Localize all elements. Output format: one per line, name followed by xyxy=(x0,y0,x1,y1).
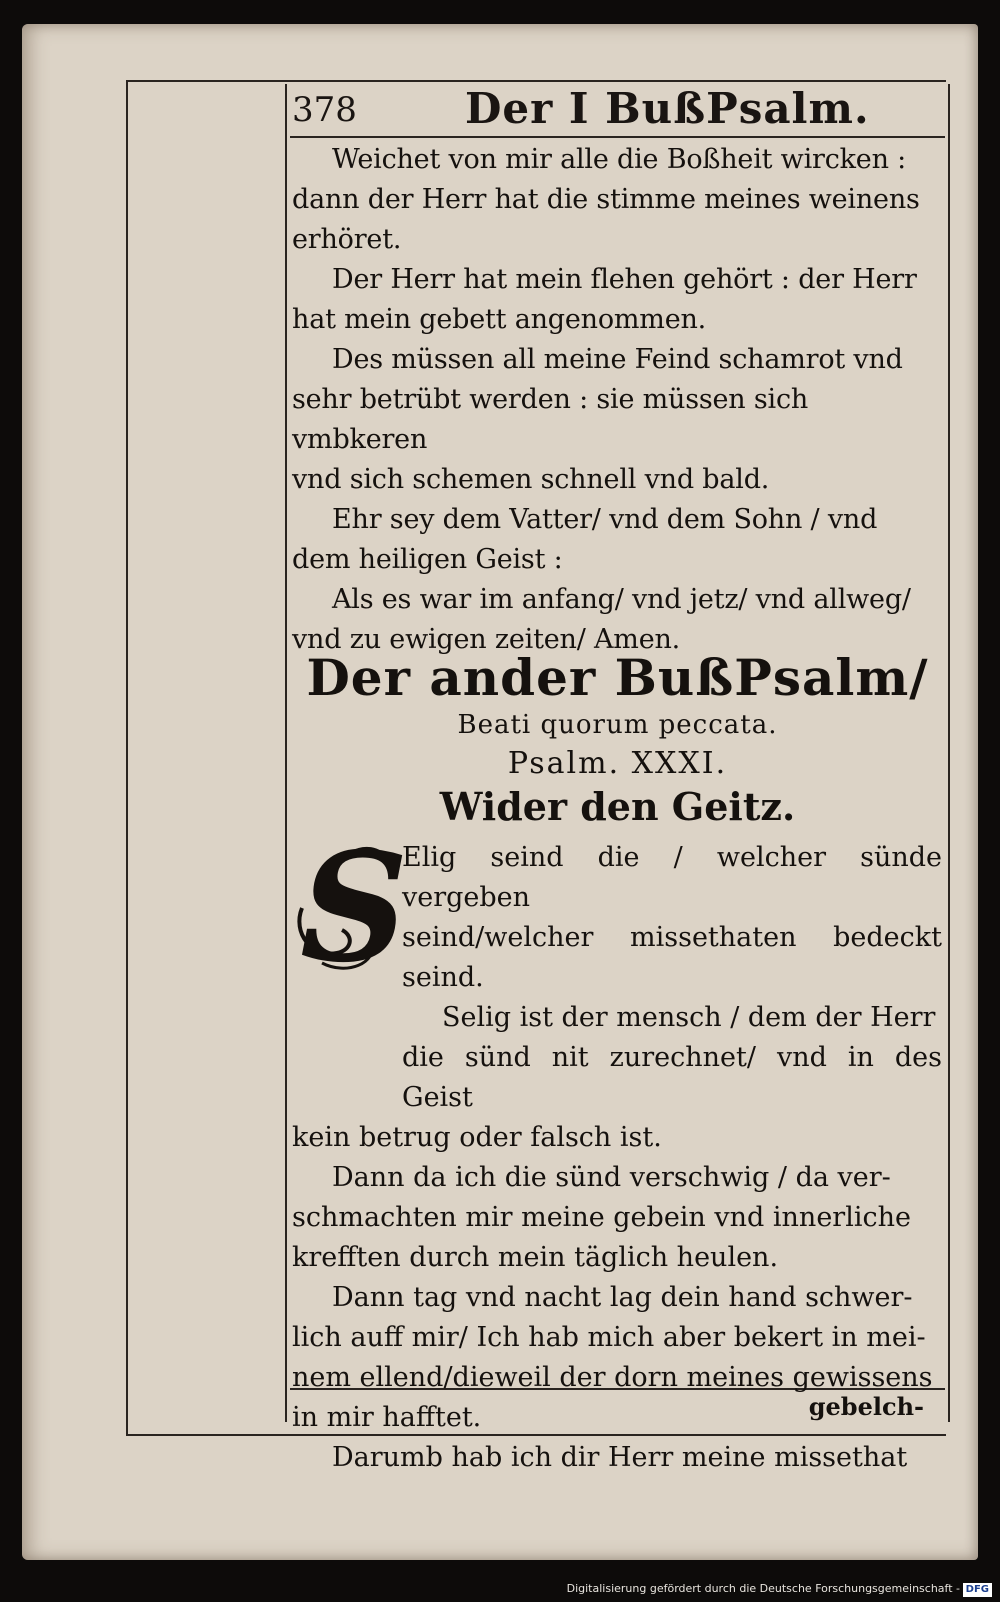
column-rule-left xyxy=(285,84,287,1422)
verse-line: Elig seind die / welcher sünde vergeben xyxy=(402,842,942,913)
verse-line: krefften durch mein täglich heulen. xyxy=(292,1242,779,1273)
frame-rule-left xyxy=(126,80,128,1435)
verse-line: erhöret. xyxy=(292,224,402,255)
verse-line: die sünd nit zurechnet/ vnd in des Geist xyxy=(402,1042,942,1113)
verse-line: in mir hafftet. xyxy=(292,1402,482,1433)
frame-rule-top xyxy=(126,80,946,82)
verse-line: vnd zu ewigen zeiten/ Amen. xyxy=(292,624,681,655)
header-rule xyxy=(290,136,945,138)
running-head: Der I BußPsalm. xyxy=(465,84,870,133)
verse-line: sehr betrübt werden : sie müssen sich vmbkeren xyxy=(292,384,809,455)
second-psalm-text xyxy=(292,838,942,1478)
verse-line: Dann da ich die sünd verschwig / da ver- xyxy=(332,1162,891,1193)
drop-cap-letter: S xyxy=(300,820,409,996)
section-subtitle: Wider den Geitz. xyxy=(439,784,796,829)
verse-line: Der Herr hat mein flehen gehört : der Herr xyxy=(332,264,917,295)
digitization-credit: Digitalisierung gefördert durch die Deutsche Forschungsgemeinschaft - xyxy=(566,1582,960,1595)
verse-line: Selig ist der mensch / dem der Herr xyxy=(442,1002,936,1033)
verse-line: seind/welcher missethaten bedeckt seind. xyxy=(402,922,942,993)
psalm-number: Psalm. XXXI. xyxy=(507,746,728,781)
page-number: 378 xyxy=(292,90,357,130)
verse-line: dann der Herr hat die stimme meines weinens xyxy=(292,184,920,215)
verse-line: Des müssen all meine Feind schamrot vnd xyxy=(332,344,903,375)
section-title: Der ander BußPsalm/ xyxy=(306,648,929,707)
verse-line: vnd sich schemen schnell vnd bald. xyxy=(292,464,770,495)
first-psalm-text xyxy=(292,140,942,660)
verse-line: kein betrug oder falsch ist. xyxy=(292,1122,662,1153)
latin-incipit: Beati quorum peccata. xyxy=(457,710,778,740)
verse-line: Als es war im anfang/ vnd jetz/ vnd allweg/ xyxy=(332,584,911,615)
verse-line: lich auff mir/ Ich hab mich aber bekert in mei- xyxy=(292,1322,926,1353)
verse-line: hat mein gebett angenommen. xyxy=(292,304,707,335)
dfg-logo: DFG xyxy=(963,1583,992,1597)
verse-line: Darumb hab ich dir Herr meine missethat xyxy=(332,1442,908,1473)
verse-line: dem heiligen Geist : xyxy=(292,544,563,575)
verse-line: Weichet von mir alle die Boßheit wircken : xyxy=(332,144,907,175)
verse-line: Ehr sey dem Vatter/ vnd dem Sohn / vnd xyxy=(332,504,878,535)
verse-line: Dann tag vnd nacht lag dein hand schwer- xyxy=(332,1282,913,1313)
column-rule-right xyxy=(948,84,950,1422)
verse-line: nem ellend/dieweil der dorn meines gewissens xyxy=(292,1362,933,1393)
verse-line: schmachten mir meine gebein vnd innerliche xyxy=(292,1202,911,1233)
catchword: gebelch- xyxy=(808,1392,924,1421)
